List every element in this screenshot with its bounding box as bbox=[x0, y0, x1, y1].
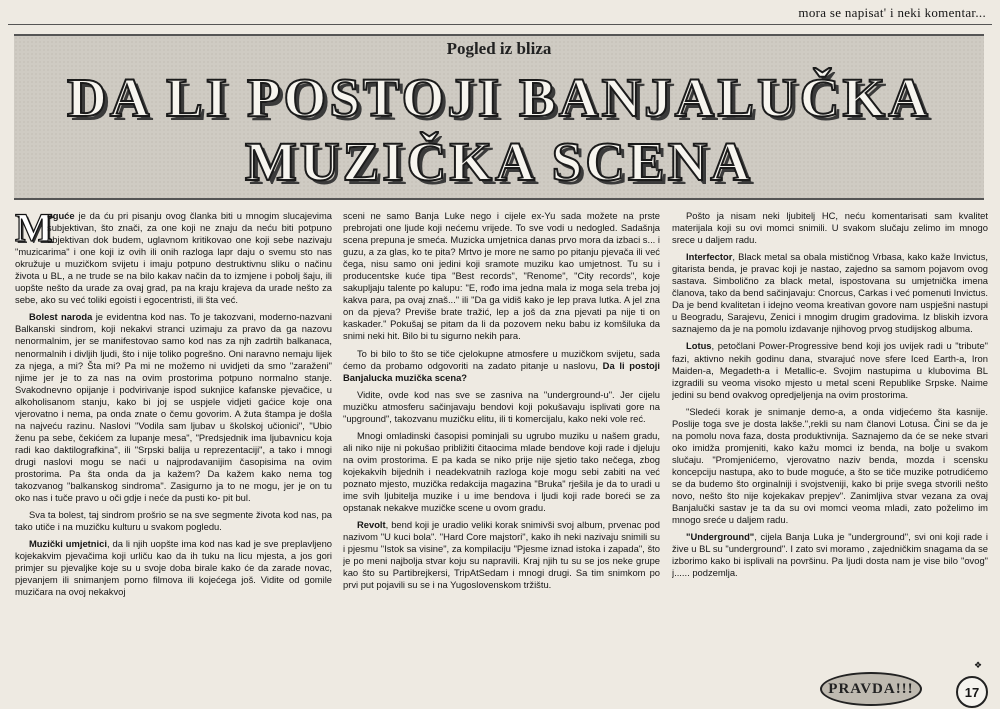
underground-text: , cijela Banja Luka je "underground", svi oni koji rade i žive u BL su "underground". I zato svi moramo , zajedničkim snagama da se izborimo kako bi isplivali na površinu. Pa ljudi dosta nam je vise bilo "ovog" j...... podzemlja. bbox=[672, 531, 988, 579]
page-number: 17 bbox=[956, 676, 988, 708]
headline: DA LI POSTOJI BANJALUČKA MUZIČKA SCENA bbox=[66, 67, 932, 192]
dropcap: M bbox=[15, 210, 53, 250]
underground-lead: "Underground" bbox=[686, 531, 755, 543]
umjetnici-text: , da li njih uopšte ima kod nas kad je sve preplavljeno kojekakvim pjevačima koji urliču kao da ih tuku na licu mjesta, a jos gori primjer su pjevaljke koje su u svoje doba birale kako će da zarade novac, pjevanjem ili snimanjem porno filmova ili kojećega još. Vidite od gomile muzičara na ovoj nekakvoj bbox=[15, 538, 332, 598]
paragraph-intro bbox=[15, 210, 332, 306]
lotus-lead: Lotus bbox=[686, 340, 712, 352]
paragraph-interfector bbox=[672, 251, 988, 335]
intro-lead: oguće bbox=[47, 210, 75, 221]
interfector-text: , Black metal sa obala mističnog Vrbasa, kako kaže Invictus, gitarista benda, je pravac koji je nastao, zajedno sa samom pojavom ovog sastava. Simbolično za black metal, ispostovana su umjetnička imena članova, tako da bend sačinjavaju: Cnorcus, Carkas i već pomenuti Invictus. Da je bend kvalitetan i idejno veoma kreativan govore nam uspješni nastupi u Beogradu, Sarajevu, Zenici i mnogim drugim gradovima. Iz bliskih izvora saznajemo da je na pomolu izdavanje njihovog prvog studijskog albuma. bbox=[672, 251, 988, 335]
bolest-lead: Bolest naroda bbox=[29, 311, 93, 323]
column-3 bbox=[672, 210, 988, 675]
paragraph-revolt bbox=[343, 519, 660, 591]
column-1 bbox=[15, 210, 332, 675]
revolt-lead: Revolt bbox=[357, 519, 386, 531]
logo-oval: PRAVDA!!! bbox=[820, 672, 922, 706]
column-2 bbox=[343, 210, 660, 675]
pitanje-text: To bi bilo to što se tiče cjelokupne atmosfere u muzičkom svijetu, sada ćemo da probamo odgovoriti na zadato pitanje u naslovu, bbox=[343, 347, 660, 371]
paragraph-lotus bbox=[672, 340, 988, 400]
intro-text: je da ću pri pisanju ovog članka biti u mnogim slucajevima subjektivan, što znači, za one koji ne znaju da neću biti potpuno objektivan dok budem, uglavnom kritikovao one koji sebe nazivaju "muzicarima" i one koji iz ovih ili onih razloga lapr daju o svemu sto nas okružuje u muzičkom svijetu i imaju potpuno destruktivnu sliku o načinu života u BL, a ne trude se na bilo kakav način da to izmjene i pobolj šaju, ili uopšte nešto da urade za ovaj grad, pa na kraju krajeva da urade nešto za sebe, ako su već toliki egoisti i egocentristi, ili šta već. bbox=[15, 210, 332, 306]
revolt-text: , bend koji je uradio veliki korak snimivši svoj album, prvenac pod nazivom "U kuci bola". "Hard Core majstori", kako ih neki nazivaju snimili su i pjesmu "Istok sa visine", za kompilaciju "Pjesme iznad istoka i zapada", što je po meni najbolja stvar koju su napravili. Kraj njih tu su se jos neke grupe kao što su Partibrejkersi, TripAtSedam i mnogi drugi. Sa tim snimkom po prvi put pojavili su se i na Yugoslovenskom tržištu. bbox=[343, 519, 660, 591]
paragraph-sindrom: Sva ta bolest, taj sindrom prošrio se na sve segmente života kod nas, pa tako utiče i na muzičku kulturu u svakom pogledu. bbox=[15, 509, 332, 533]
paragraph-hc: Pošto ja nisam neki ljubitelj HC, neću komentarisati sam kvalitet materijala koji su ovi momci snimili. U svakom slučaju zelimo im mnogo srece u daljem radu. bbox=[672, 210, 988, 246]
kicker: Pogled iz bliza bbox=[446, 39, 552, 58]
paragraph-casopisi: Mnogi omladinski časopisi pominjali su ugrubo muziku u našem gradu, ali niko nije ni pokušao približiti čitaocima mlade bendove koji rade i djeluju na ovim prostorima. E pa kada se niko prije nije sjetio tako nečega, zbog kojekakvih bijednih i neadekvatnih razloga koje mogu sebi zabiti na već poznato mjesto, muzička redakcija magazina "Bruka" rješila je da to uradi u ime svih ljubitelja muzike i u ime bendova i ljudi koji rade boreći se za opstanak nekakve muzičke scene u ovom gradu. bbox=[343, 429, 660, 514]
paragraph-scena: sceni ne samo Banja Luke nego i cijele ex-Yu sada možete na prste prebrojati one ljude koji nećemu vrijede. To sve vodi u nedogled. Sadašnja scena prepuna je smeća. Muzicka umjetnica danas prvo mora da izbaci s... i guzu, a za glas, ko te pita? Mrtvo je more ne samo po pitanju pjevača ili već čega, nisu samo oni jedini koji sramote muziku kao umjetnost. Tu su i producentske kuće tipa "Best records", "Renome", "City records", koje sakupljaju talente po kalupu: "E, rođo ima jedna mala iz moga sela treba joj kakva para, pa ovaj znaš..." ili "Da ga vidiš kako je lep prava lutka. A jel zna on da pjeva? Previše brate tražić, lep a još da zna pjevati pa nije ti on kaskader." Pokušaj se pitam da li da pozovem neku babu iz komšiluka da snimi neki hit. Bilo bi tu sigurno nekih para. bbox=[343, 210, 660, 342]
interfector-lead: Interfector bbox=[686, 251, 733, 263]
paragraph-underground: Vidite, ovde kod nas sve se zasniva na "underground-u". Jer cijelu muzičku atmosferu sačinjavaju bendovi koji pokušavaju isplivati gore na "upground", takozvanu muzičku elitu, ili ti komercijalu, kako neki vole reć. bbox=[343, 388, 660, 424]
lotus-text: , petočlani Power-Progressive bend koji jos uvijek radi u "tribute" fazi, aktivno nekih godinu dana, stvarajuć nove sfere Iced Earth-a, Iron Maiden-a, Megadeth-a i Metallic-e. Svojim nastupima u klubovima BL izgradili su veoma visoko mjesto u metal sceni Republike Srpske. Naime jedini su bend ovakvog opredjeljenja na ovim prostorima. bbox=[672, 340, 988, 400]
paragraph-lotus-quote: "Sledeći korak je snimanje demo-a, a onda vidjećemo šta kasnije. Poslije toga sve je dosta lakše.",rekli su nam članovi Lotusa. Čini se da je na pomolu nova faza, dosta produktivnija. Saznajemo da će se neke stvari oko imidža promjeniti, kako kažu momci iz benda, na bolje u svakom slučaju. "Promjenićemo, vjerovatno naziv benda, mozda i scensku koncepciju nastupa, ako to bude moguće, a što se tiče muzike potrudićemo se da budemo što orginalniji i svojstveniji, kako bi prije svega stvorili nešto novo, nešto što nije kojekakav prepjev". Zanimljiva stvar vezana za ovaj Banjalučki sastav je ta da su ovi momci veoma mladi, zato poželimo im mnogo sreće u daljem radu. bbox=[672, 405, 988, 526]
header-rule bbox=[8, 24, 992, 25]
pitanje-bold: Da li postoji Banjalucka muzička scena? bbox=[343, 359, 660, 383]
bolest-text: je evidentna kod nas. To je takozvani, moderno-nazvani Balkanski sindrom, koji nekakvi stranci uzimaju za pravo da ga nazovu nenormalnim, jer se manifestovao samo kod nas za njh zadrtih balkanaca, nenormalnih i divljih ljudi, što i nije toliko pogrešno. Oni naravno nemaju lijek za njega, a mi? Šta mi? Pa mi ne možemo ni uvidjeti da smo "zaraženi" njime jer je to za nas na ovim prostorima potpuno normalno stanje. Svakodnevno opijanje i podvirivanje ispod suknjice kafanske pjevačice, u alkoholisanom stanju, kako bi joj se uspjele vidjeti gaćice koje ona vjerovatno i nema, pa onda znate o čemu govorim. A žuta štampa je došla na najveću razinu. Naslovi "Vodila sam ljubav u školskoj učionici", "Ubio ženu pa sebe, čekićem za lupanje mesa", "Predsjednik ima ljubavnicu koja radi kao daktilografkina", ili "Srpski balija u reprezentaciji", a tako i mnogi drugi naslovi mogu se naći u najprodavanijim časopisima na ovim prostorima. Pa šta onda da ja kažem? Da kažem kako nema tog takozvanog "balkanskog sindroma". Zasigurno ja to ne mogu, jer je on tu oko nas i tuče pravo u oči gdje i neće da pusti ko- pit bul. bbox=[15, 311, 332, 504]
magazine-logo bbox=[820, 672, 920, 702]
umjetnici-lead: Muzički umjetnici bbox=[29, 538, 107, 550]
title-box bbox=[14, 34, 984, 200]
paragraph-pitanje bbox=[343, 348, 660, 384]
end-mark-icon: ❖ bbox=[974, 660, 983, 670]
paragraph-bolest bbox=[15, 311, 332, 504]
paragraph-underground-closing bbox=[672, 531, 988, 579]
paragraph-umjetnici bbox=[15, 538, 332, 598]
header-tagline: mora se napisat' i neki komentar... bbox=[798, 5, 986, 20]
